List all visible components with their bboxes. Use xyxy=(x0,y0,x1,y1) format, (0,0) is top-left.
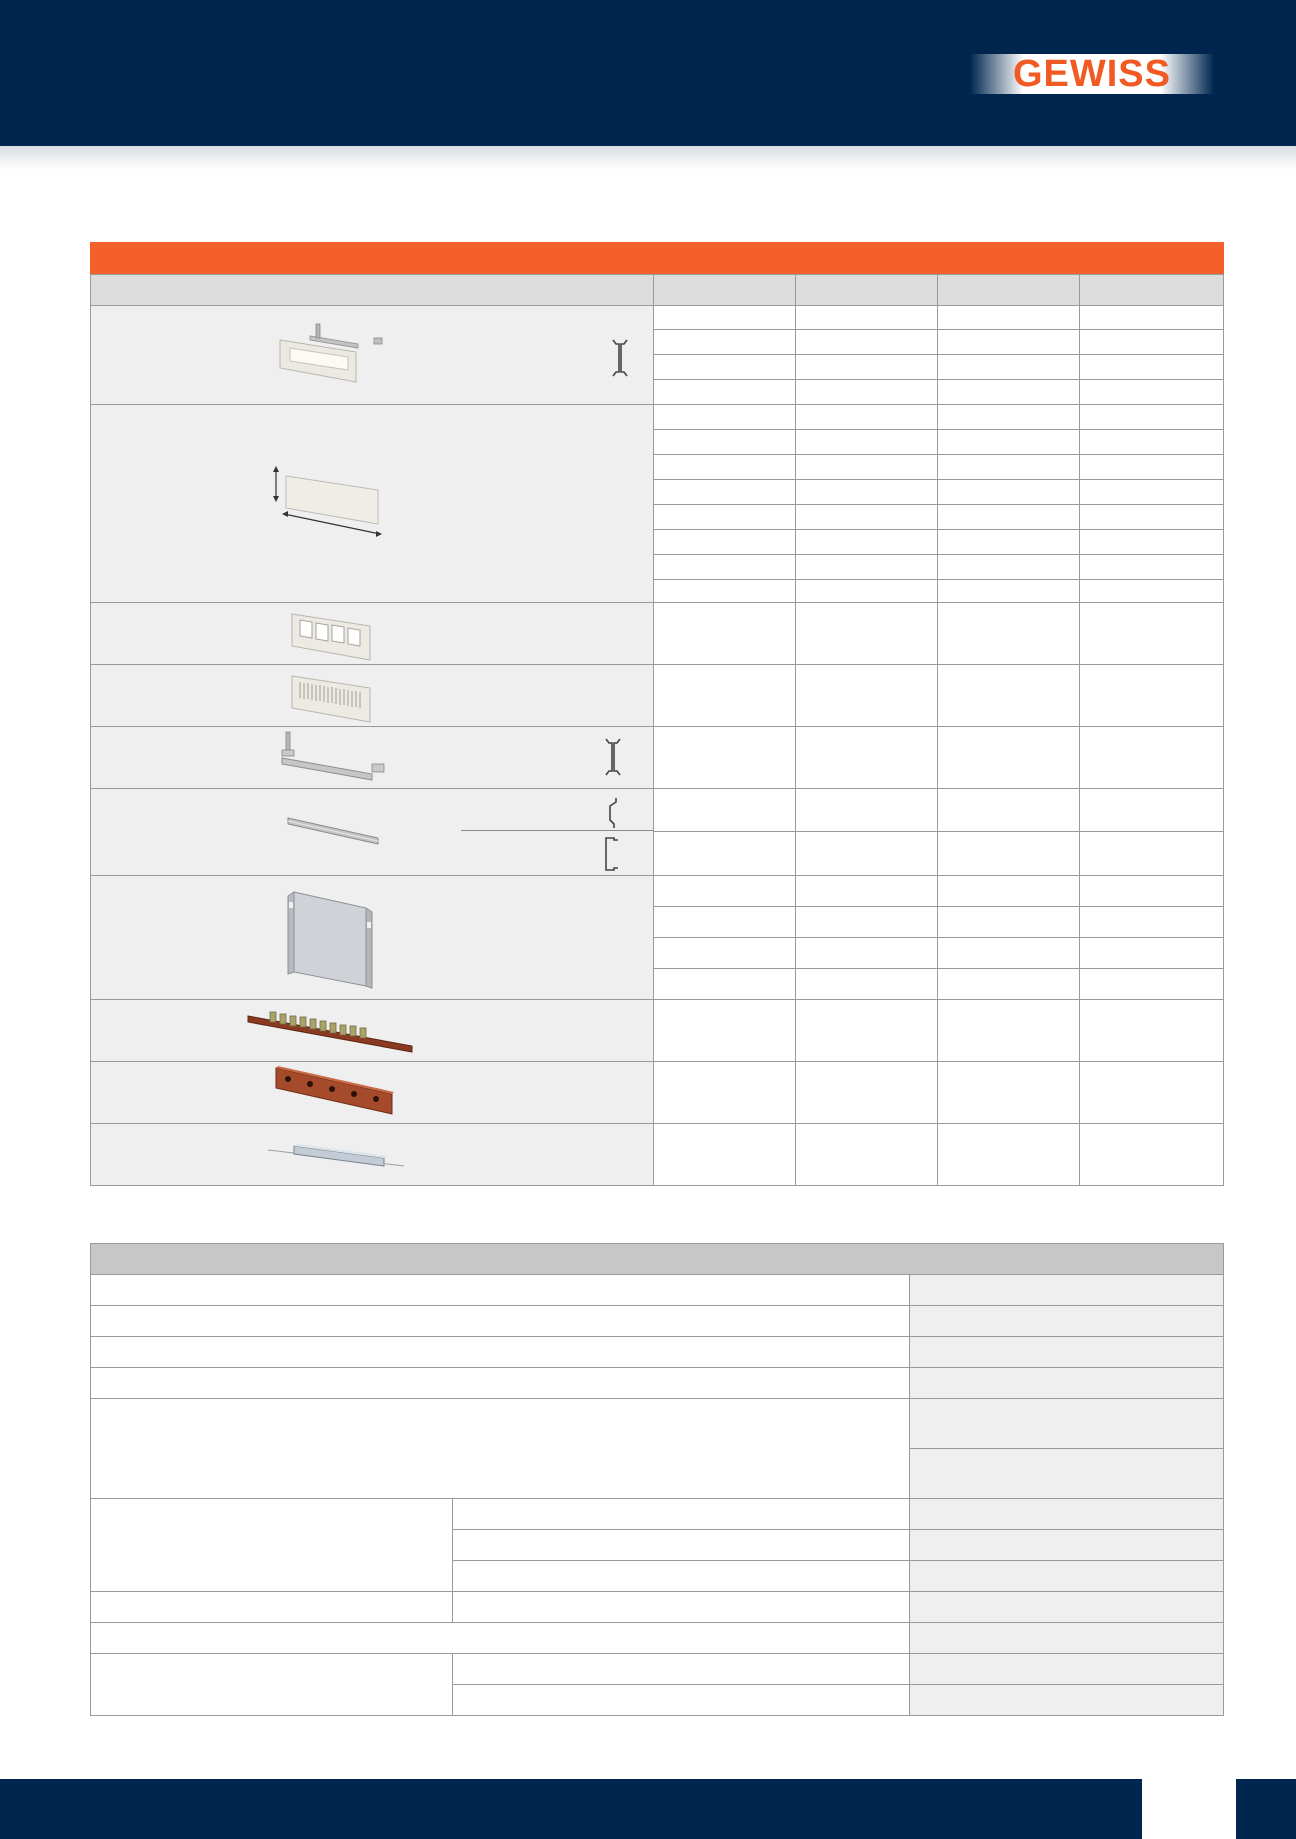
table-cell xyxy=(1079,504,1224,530)
column-header-3 xyxy=(937,274,1080,306)
table-cell xyxy=(653,504,796,530)
table-cell xyxy=(795,554,938,580)
table-cell xyxy=(653,999,796,1062)
table-cell xyxy=(795,454,938,480)
brand-logo xyxy=(962,28,1222,120)
mounting-rail-icon xyxy=(286,810,382,850)
table-cell xyxy=(795,404,938,430)
column-header-description xyxy=(90,274,654,306)
table-cell xyxy=(653,329,796,355)
table-cell xyxy=(937,664,1080,727)
table-cell xyxy=(653,305,796,330)
table-cell xyxy=(1079,529,1224,555)
table-cell xyxy=(653,1061,796,1124)
table-cell xyxy=(795,354,938,380)
table-cell xyxy=(1079,329,1224,355)
table-cell xyxy=(795,906,938,938)
logo-text: GEWISS xyxy=(1012,53,1172,95)
mounting-rail-with-brackets-icon xyxy=(276,730,386,786)
spec-value-cell xyxy=(909,1622,1224,1654)
table-cell xyxy=(937,937,1080,969)
table-cell xyxy=(1079,404,1224,430)
table-cell xyxy=(795,788,938,832)
table-cell xyxy=(653,579,796,603)
column-header-2 xyxy=(795,274,938,306)
table-cell xyxy=(795,1061,938,1124)
spec-value-cell xyxy=(909,1448,1224,1499)
table-cell xyxy=(653,937,796,969)
page-number-box xyxy=(1236,1779,1296,1839)
spec-label-cell xyxy=(90,1653,453,1716)
table-cell xyxy=(937,1061,1080,1124)
spec-label-cell xyxy=(90,1305,910,1337)
spec-value-cell xyxy=(909,1591,1224,1623)
table-cell xyxy=(1079,1123,1224,1186)
table-cell xyxy=(1079,937,1224,969)
table-cell xyxy=(937,329,1080,355)
table-cell xyxy=(653,429,796,455)
copper-busbar-icon xyxy=(274,1064,398,1120)
spec-label-cell xyxy=(452,1653,910,1685)
table-cell xyxy=(937,788,1080,832)
table-cell xyxy=(937,1123,1080,1186)
spec-value-cell xyxy=(909,1367,1224,1399)
table-cell xyxy=(795,529,938,555)
table-cell xyxy=(795,968,938,1000)
table-cell xyxy=(795,664,938,727)
table-cell xyxy=(653,354,796,380)
table-cell xyxy=(937,906,1080,938)
table-cell xyxy=(937,529,1080,555)
technical-data-table xyxy=(90,1243,1224,1716)
table-cell xyxy=(937,454,1080,480)
table-cell xyxy=(1079,429,1224,455)
row-divider xyxy=(461,830,654,831)
table-cell xyxy=(653,454,796,480)
spec-value-cell xyxy=(909,1274,1224,1306)
table-cell xyxy=(653,875,796,907)
table-cell xyxy=(653,404,796,430)
table-cell xyxy=(795,479,938,505)
table-cell xyxy=(1079,579,1224,603)
table-cell xyxy=(1079,875,1224,907)
table-cell xyxy=(937,305,1080,330)
table-cell xyxy=(1079,479,1224,505)
column-header-4 xyxy=(1079,274,1224,306)
spec-label-cell xyxy=(90,1274,910,1306)
table-cell xyxy=(937,875,1080,907)
table-cell xyxy=(795,937,938,969)
table-cell xyxy=(1079,354,1224,380)
spec-value-cell xyxy=(909,1653,1224,1685)
profile-i-section-icon xyxy=(603,737,623,777)
spec-label-cell xyxy=(452,1591,910,1623)
table-cell xyxy=(937,354,1080,380)
table-cell xyxy=(937,999,1080,1062)
table-cell xyxy=(795,305,938,330)
spec-label-cell xyxy=(452,1560,910,1592)
table-cell xyxy=(1079,968,1224,1000)
spec-value-cell xyxy=(909,1398,1224,1449)
table-cell xyxy=(1079,1061,1224,1124)
table-cell xyxy=(653,602,796,665)
table-cell xyxy=(937,554,1080,580)
table-cell xyxy=(653,554,796,580)
spec-label-cell xyxy=(452,1498,910,1530)
table-cell xyxy=(653,1123,796,1186)
spec-value-cell xyxy=(909,1498,1224,1530)
din-rail-icon xyxy=(266,1132,406,1176)
table-cell xyxy=(1079,726,1224,789)
table-cell xyxy=(937,726,1080,789)
page-footer xyxy=(0,1779,1142,1839)
table-cell xyxy=(937,831,1080,876)
table-cell xyxy=(653,479,796,505)
table-cell xyxy=(795,579,938,603)
mounting-plate-icon xyxy=(286,888,376,992)
table-cell xyxy=(795,875,938,907)
accessories-table xyxy=(90,274,1224,1186)
table-cell xyxy=(937,379,1080,405)
table-cell xyxy=(937,504,1080,530)
ventilated-panel-icon xyxy=(290,670,374,724)
table-cell xyxy=(795,379,938,405)
table-cell xyxy=(653,788,796,832)
page-header xyxy=(0,0,1296,146)
table-cell xyxy=(795,999,938,1062)
section-title-bar xyxy=(90,242,1224,274)
table-cell xyxy=(937,602,1080,665)
table-cell xyxy=(1079,906,1224,938)
table-cell xyxy=(653,726,796,789)
spec-label-cell xyxy=(90,1336,910,1368)
spec-label-cell xyxy=(90,1367,910,1399)
profile-z-section-icon xyxy=(604,796,620,830)
table-cell xyxy=(795,504,938,530)
table-cell xyxy=(937,479,1080,505)
table-cell xyxy=(1079,999,1224,1062)
table-cell xyxy=(1079,305,1224,330)
table-cell xyxy=(795,329,938,355)
blank-cover-panel-icon xyxy=(268,464,388,544)
table-cell xyxy=(795,429,938,455)
spec-value-cell xyxy=(909,1529,1224,1561)
table-cell xyxy=(653,664,796,727)
spec-value-cell xyxy=(909,1560,1224,1592)
table-cell xyxy=(937,429,1080,455)
spec-label-cell xyxy=(90,1622,910,1654)
spec-label-cell xyxy=(452,1529,910,1561)
table-cell xyxy=(653,968,796,1000)
spec-label-cell xyxy=(452,1684,910,1716)
table-cell xyxy=(653,906,796,938)
table-cell xyxy=(653,379,796,405)
table-cell xyxy=(1079,831,1224,876)
table-cell xyxy=(653,529,796,555)
table-cell xyxy=(795,831,938,876)
profile-i-section-icon xyxy=(610,338,630,378)
spec-value-cell xyxy=(909,1684,1224,1716)
table-cell xyxy=(1079,379,1224,405)
spec-value-cell xyxy=(909,1336,1224,1368)
table-cell xyxy=(1079,454,1224,480)
table-cell xyxy=(937,968,1080,1000)
technical-table-header xyxy=(90,1243,1224,1275)
terminal-busbar-icon xyxy=(246,1004,416,1058)
table-cell xyxy=(795,602,938,665)
table-cell xyxy=(1079,554,1224,580)
table-cell xyxy=(653,831,796,876)
plinth-panel-with-brackets-icon xyxy=(276,322,386,384)
spec-label-cell xyxy=(90,1398,910,1499)
table-cell xyxy=(1079,788,1224,832)
table-cell xyxy=(937,579,1080,603)
table-cell xyxy=(1079,664,1224,727)
table-cell xyxy=(795,726,938,789)
header-shadow xyxy=(0,146,1296,170)
table-cell xyxy=(795,1123,938,1186)
spec-label-cell xyxy=(90,1498,453,1592)
spec-label-cell xyxy=(90,1591,453,1623)
profile-c-section-icon xyxy=(602,836,622,874)
spec-value-cell xyxy=(909,1305,1224,1337)
table-cell xyxy=(1079,602,1224,665)
column-header-1 xyxy=(653,274,796,306)
modular-cutout-panel-icon xyxy=(290,608,374,662)
table-cell xyxy=(937,404,1080,430)
